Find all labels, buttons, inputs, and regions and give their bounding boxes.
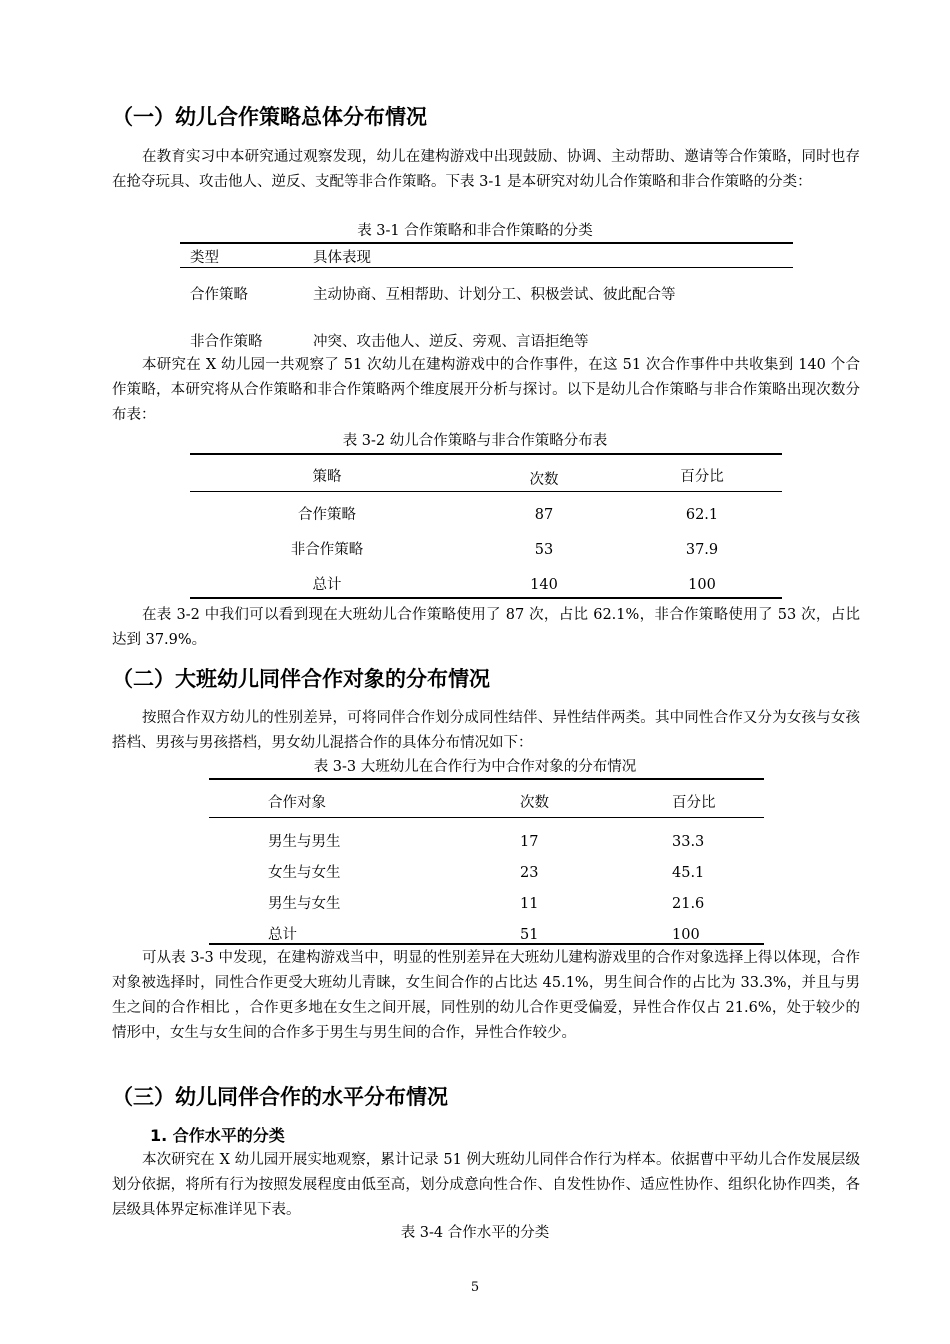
table-cell: 11 (520, 896, 539, 912)
table-header-rule (209, 817, 764, 818)
table-header-rule (190, 491, 782, 492)
table-cell: 53 (534, 542, 554, 558)
subsection-heading: 1. 合作水平的分类 (150, 1126, 285, 1145)
section-heading-1: （一）幼儿合作策略总体分布情况 (112, 105, 427, 129)
table-cell: 23 (520, 865, 539, 881)
table-cell: 62.1 (685, 507, 719, 523)
table-header-cell: 具体表现 (313, 250, 371, 266)
paragraph: 可从表 3-3 中发现，在建构游戏当中，明显的性别差异在大班幼儿建构游戏里的合作对象选择上得以体现，合作对象被选择时，同性合作更受大班幼儿青睐，女生间合作的占比达 45.1%，男生间合作的占比为 33.3%，并且与男生之间的合作相比 ，合作更多地在女生之间开展，同性别的幼儿合作更受偏爱，异性合作仅占 21.6%，处于较少的情形中，女生与女生间的合作多于男生与男生间的合作，异性合作较少。 (112, 950, 860, 1041)
table-cell: 合作策略 (190, 287, 248, 303)
table-header-cell: 类型 (190, 250, 219, 266)
table-cell: 100 (688, 577, 716, 593)
table-bottom-rule (209, 943, 764, 945)
table-header-cell: 合作对象 (268, 795, 326, 811)
section-heading-3: （三）幼儿同伴合作的水平分布情况 (112, 1085, 448, 1109)
paragraph: 按照合作双方幼儿的性别差异，可将同伴合作划分成同性结伴、异性结伴两类。其中同性合作又分为女孩与女孩搭档、男孩与男孩搭档，男女幼儿混搭合作的具体分布情况如下： (112, 710, 860, 751)
table-header-cell: 次数 (529, 472, 559, 488)
table-cell: 非合作策略 (190, 334, 263, 350)
table-header-cell: 次数 (520, 795, 549, 811)
table-caption: 表 3-4 合作水平的分类 (400, 1225, 550, 1241)
section-heading-2: （二）大班幼儿同伴合作对象的分布情况 (112, 667, 490, 691)
table-cell: 男生与女生 (268, 896, 341, 912)
table-cell: 男生与男生 (268, 834, 341, 850)
table-caption: 表 3-3 大班幼儿在合作行为中合作对象的分布情况 (313, 759, 637, 775)
table-cell: 51 (520, 927, 539, 943)
table-cell: 45.1 (672, 865, 705, 881)
table-cell: 87 (534, 507, 554, 523)
paragraph: 在表 3-2 中我们可以看到现在大班幼儿合作策略使用了 87 次，占比 62.1%，非合作策略使用了 53 次，占比达到 37.9%。 (112, 607, 860, 648)
table-header-cell: 百分比 (672, 795, 716, 811)
table-cell: 33.3 (672, 834, 705, 850)
paragraph: 本研究在 X 幼儿园一共观察了 51 次幼儿在建构游戏中的合作事件，在这 51 次合作事件中共收集到 140 个合作策略，本研究将从合作策略和非合作策略两个维度展开分析与探讨。以下是幼儿合作策略与非合作策略出现次数分布表： (112, 357, 860, 423)
table-cell: 总计 (312, 577, 342, 593)
table-cell: 140 (530, 577, 558, 593)
table-header-rule (180, 267, 793, 268)
table-cell: 37.9 (685, 542, 719, 558)
table-caption: 表 3-2 幼儿合作策略与非合作策略分布表 (342, 433, 608, 449)
paragraph: 在教育实习中本研究通过观察发现，幼儿在建构游戏中出现鼓励、协调、主动帮助、邀请等合作策略，同时也存在抢夺玩具、攻击他人、逆反、支配等非合作策略。下表 3-1 是本研究对幼儿合作策略和非合作策略的分类： (112, 149, 860, 190)
table-cell: 17 (520, 834, 539, 850)
table-cell: 合作策略 (298, 507, 356, 523)
table-top-rule (209, 778, 764, 780)
table-bottom-rule (190, 597, 782, 599)
table-cell: 非合作策略 (290, 542, 364, 558)
table-cell: 100 (672, 927, 700, 943)
table-top-rule (180, 242, 793, 244)
table-header-cell: 百分比 (680, 469, 724, 485)
table-cell: 冲突、攻击他人、逆反、旁观、言语拒绝等 (313, 334, 589, 350)
table-top-rule (190, 453, 782, 455)
page-number: 5 (470, 1280, 480, 1295)
table-cell: 女生与女生 (268, 865, 341, 881)
table-cell: 总计 (268, 927, 297, 943)
table-header-cell: 策略 (312, 469, 342, 485)
table-caption: 表 3-1 合作策略和非合作策略的分类 (357, 223, 593, 239)
table-cell: 21.6 (672, 896, 705, 912)
table-cell: 主动协商、互相帮助、计划分工、积极尝试、彼此配合等 (313, 287, 676, 303)
paragraph: 本次研究在 X 幼儿园开展实地观察，累计记录 51 例大班幼儿同伴合作行为样本。依据曹中平幼儿合作发展层级划分依据，将所有行为按照发展程度由低至高，划分成意向性合作、自发性协作、适应性协作、组织化协作四类，各层级具体界定标准详见下表。 (112, 1152, 860, 1218)
